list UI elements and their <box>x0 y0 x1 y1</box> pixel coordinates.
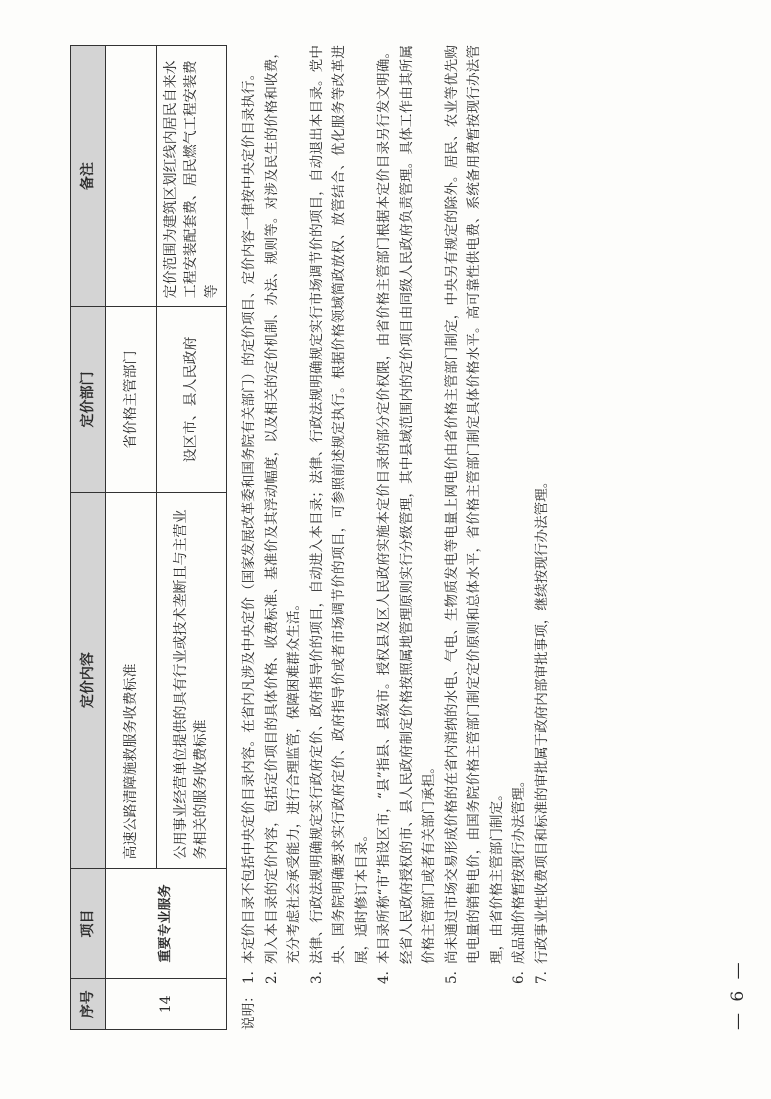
note-number: 2. <box>263 971 280 984</box>
note-item <box>306 45 374 984</box>
note-item <box>508 45 531 984</box>
notes-heading: 说明： <box>241 989 257 1030</box>
table-header-row <box>71 46 106 1030</box>
header-dept: 定价部门 <box>71 307 106 492</box>
note-item <box>238 45 261 984</box>
header-note: 备注 <box>71 46 106 307</box>
header-no: 序号 <box>71 979 106 1030</box>
header-item: 项目 <box>71 868 106 979</box>
note-number: 4. <box>376 971 392 984</box>
cell-item: 重要专业服务 <box>106 868 227 979</box>
note-text: 法律、行政法规明确规定实行政府定价、政府指导价的项目，自动进入本目录；法律、行政法规明确规定实行市场调节价的项目，自动退出本目录。党中央、国务院明确要求实行政府定价、政府指导价或者市场调节价的项目，可参照前述规定执行。根据价格领域简政放权、放管结合、优化服务等改革进展，适时修订本目录。 <box>308 45 370 964</box>
note-text: 行政事业性收费项目和标准的审批属于政府内部审批事项，继续按现行办法管理。 <box>533 474 550 964</box>
header-content: 定价内容 <box>71 492 106 868</box>
note-item <box>261 45 306 984</box>
note-text: 本定价目录不包括中央定价目录内容。在省内凡涉及中央定价（国家发展改革委和国务院有关部门）的定价项目、定价内容一律按中央定价目录执行。 <box>241 66 257 964</box>
note-number: 5. <box>443 971 460 984</box>
rotated-content <box>70 45 770 1030</box>
note-item <box>531 45 554 984</box>
cell-content: 高速公路清障施救服务收费标准 <box>106 492 157 868</box>
note-number: 1. <box>241 971 257 984</box>
note-text: 成品油价格暂按现行办法管理。 <box>511 773 527 964</box>
note-item <box>373 45 441 984</box>
cell-no: 14 <box>106 979 227 1030</box>
cell-note: 定价范围为建筑区划红线内居民自来水工程安装配套费、居民燃气工程安装费等 <box>157 46 227 307</box>
notes-list <box>238 45 553 984</box>
note-number: 3. <box>308 971 325 984</box>
note-number: 6. <box>511 971 527 984</box>
note-number: 7. <box>533 971 550 984</box>
cell-note <box>106 46 157 307</box>
cell-content: 公用事业经营单位提供的具有行业或技术垄断且与主营业务相关的服务收费标准 <box>157 492 227 868</box>
note-text: 列入本目录的定价内容，包括定价项目的具体价格、收费标准、基准价及其浮动幅度，以及相关的定价机制、办法、规则等。对涉及民生的价格和收费，充分考虑社会承受能力，进行合理监管，保障困难群众生活。 <box>263 45 302 964</box>
page-number: — 6 — <box>728 959 748 1030</box>
note-item <box>441 45 509 984</box>
note-text: 尚未通过市场交易形成价格的在省内消纳的水电、气电、生物质发电等电量上网电价由省价格主管部门制定，中央另有规定的除外。居民、农业等优先购电电量的销售电价，由国务院价格主管部门制定定价原则和总体水平，省价格主管部门制定具体价格水平。高可靠性供电费、系统备用费暂按现行办法管理，由省价格主管部门制定。 <box>443 45 505 964</box>
note-text: 本目录所称“市”指设区市，“县”指县、县级市。授权县及区人民政府实施本定价目录的部分定价权限，由省价格主管部门根据本定价目录另行发文明确。经省人民政府授权的市、县人民政府制定价格按照属地管理原则实行分级管理，其中县域范围内的定价项目由同级人民政府负责管理。具体工作由其所属价格主管部门或者有关部门承担。 <box>376 45 437 964</box>
notes-section <box>238 45 553 1030</box>
cell-dept: 设区市、县人民政府 <box>157 307 227 492</box>
cell-dept: 省价格主管部门 <box>106 307 157 492</box>
table-row <box>106 46 157 1030</box>
pricing-table <box>70 45 227 1030</box>
